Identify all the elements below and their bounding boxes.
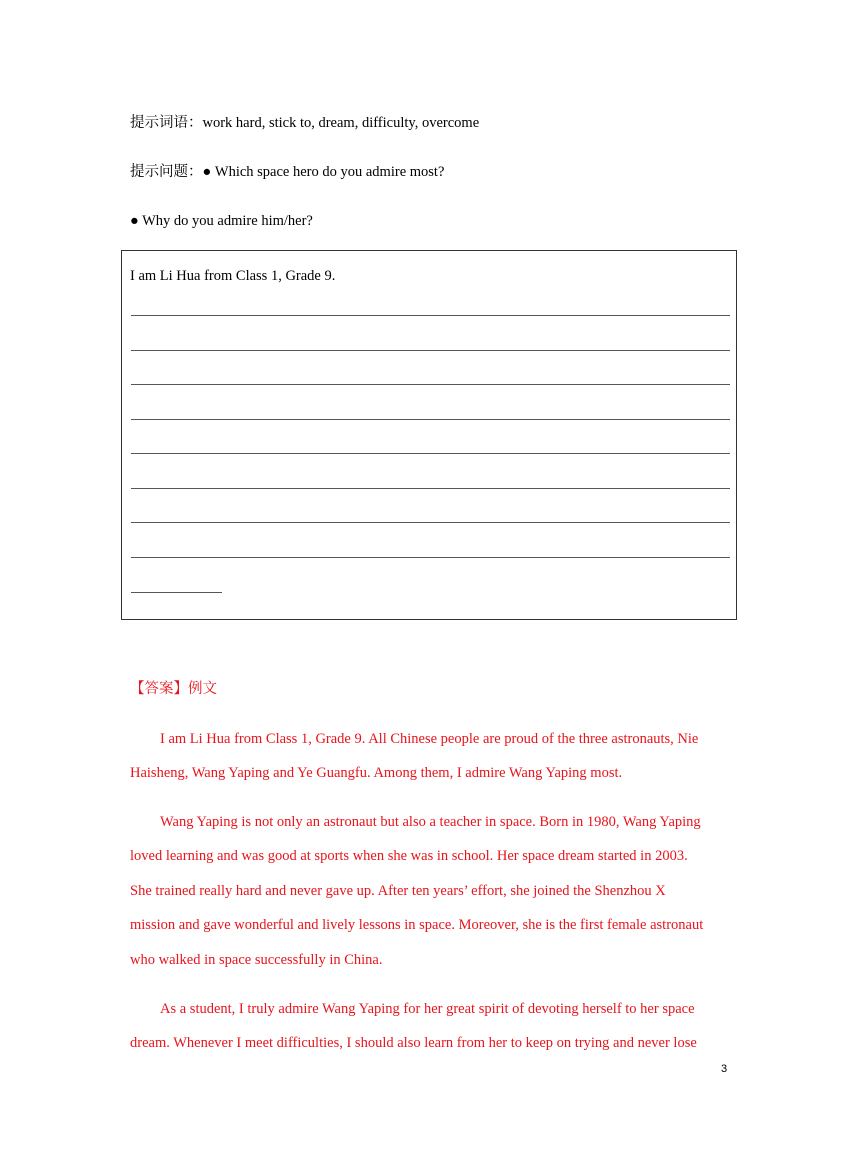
essay-line: She trained really hard and never gave up. After ten years’ effort, she joined the Shenzhou X — [130, 883, 666, 899]
key-words-prompt: 提示词语：work hard, stick to, dream, difficulty, overcome — [130, 115, 480, 131]
writing-line — [131, 557, 730, 558]
writing-line — [131, 384, 730, 385]
writing-line — [131, 488, 730, 489]
essay-line: dream. Whenever I meet difficulties, I should also learn from her to keep on trying and never lose — [130, 1035, 697, 1051]
writing-box — [121, 250, 737, 620]
writing-line-short — [131, 592, 222, 593]
writing-line — [131, 315, 730, 316]
writing-line — [131, 522, 730, 523]
essay-line: I am Li Hua from Class 1, Grade 9. All Chinese people are proud of the three astronauts, Nie — [160, 731, 699, 747]
writing-line — [131, 453, 730, 454]
question-prompt-1: 提示问题：● Which space hero do you admire most? — [130, 164, 445, 180]
essay-line: Haisheng, Wang Yaping and Ye Guangfu. Among them, I admire Wang Yaping most. — [130, 765, 623, 781]
writing-line — [131, 350, 730, 351]
writing-box-intro: I am Li Hua from Class 1, Grade 9. — [130, 268, 336, 284]
answer-heading: 【答案】例文 — [130, 681, 217, 697]
essay-line: loved learning and was good at sports when she was in school. Her space dream started in 2003. — [130, 848, 688, 864]
question-prompt-2: ● Why do you admire him/her? — [130, 213, 313, 229]
essay-line: Wang Yaping is not only an astronaut but also a teacher in space. Born in 1980, Wang Yaping — [160, 814, 701, 830]
page-number: 3 — [721, 1063, 728, 1075]
writing-line — [131, 419, 730, 420]
essay-line: who walked in space successfully in China. — [130, 952, 383, 968]
essay-line: mission and gave wonderful and lively lessons in space. Moreover, she is the first female astronaut — [130, 917, 704, 933]
essay-line: As a student, I truly admire Wang Yaping for her great spirit of devoting herself to her space — [160, 1001, 695, 1017]
